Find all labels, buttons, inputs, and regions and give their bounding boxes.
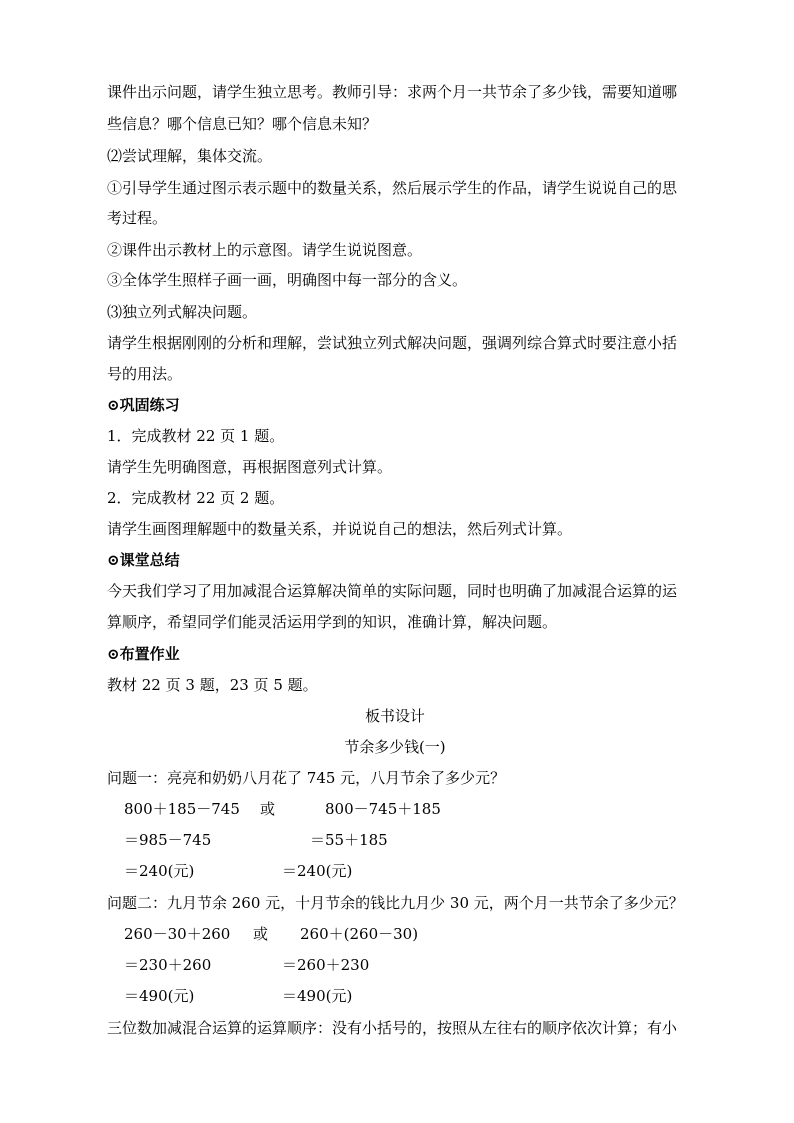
paragraph-line: 今天我们学习了用加减混合运算解决简单的实际问题，同时也明确了加减混合运算的运	[107, 582, 678, 600]
paragraph-line: ①引导学生通过图示表示题中的数量关系，然后展示学生的作品，请学生说说自己的思	[107, 179, 678, 197]
paragraph-line: 课件出示问题，请学生独立思考。教师引导：求两个月一共节余了多少钱，需要知道哪	[107, 83, 678, 101]
section-heading-summary: ⊙课堂总结	[107, 551, 180, 569]
calc-a-line: 260－30＋260	[124, 925, 231, 943]
calc-a-line: ＝490(元)	[124, 987, 195, 1005]
board-subtitle: 节余多少钱(一)	[344, 738, 446, 756]
question-two: 问题二：九月节余 260 元，十月节余的钱比九月少 30 元，两个月一共节余了多少元？	[107, 894, 684, 912]
paragraph-line: 请学生根据刚刚的分析和理解，尝试独立列式解决问题，强调列综合算式时要注意小括	[107, 334, 678, 352]
paragraph-line: 1．完成教材 22 页 1 题。	[107, 427, 285, 445]
paragraph-line: 号的用法。	[107, 365, 183, 383]
paragraph-line: 些信息？哪个信息已知？哪个信息未知？	[107, 115, 378, 133]
or-label: 或	[253, 925, 269, 943]
paragraph-line: 算顺序，希望同学们能灵活运用学到的知识，准确计算，解决问题。	[107, 613, 558, 631]
calc-a-line: ＝240(元)	[124, 862, 195, 880]
paragraph-line: 请学生先明确图意，再根据图意列式计算。	[107, 458, 393, 476]
or-label: 或	[260, 800, 276, 818]
calc-a-line: ＝230＋260	[124, 956, 212, 974]
paragraph-line: 教材 22 页 3 题，23 页 5 题。	[107, 676, 318, 694]
calc-b-line: ＝490(元)	[282, 987, 353, 1005]
question-one: 问题一：亮亮和奶奶八月花了 745 元，八月节余了多少元？	[107, 769, 506, 787]
calc-b-line: ＝260＋230	[282, 956, 370, 974]
calc-b-line: 800－745＋185	[325, 800, 441, 818]
step-heading: ⑵尝试理解，集体交流。	[107, 147, 273, 165]
board-title: 板书设计	[365, 707, 425, 725]
calc-a-line: ＝985－745	[124, 831, 212, 849]
calc-b-line: 260＋(260－30)	[300, 925, 419, 943]
order-rule-text: 三位数加减混合运算的运算顺序：没有小括号的，按照从左往右的顺序依次计算；有小	[107, 1019, 678, 1037]
paragraph-line: 请学生画图理解题中的数量关系，并说说自己的想法，然后列式计算。	[107, 520, 573, 538]
paragraph-line: ③全体学生照样子画一画，明确图中每一部分的含义。	[107, 271, 468, 289]
section-heading-homework: ⊙布置作业	[107, 645, 180, 663]
step-heading: ⑶独立列式解决问题。	[107, 303, 258, 321]
calc-a-line: 800＋185－745	[124, 800, 240, 818]
paragraph-line: 2．完成教材 22 页 2 题。	[107, 489, 285, 507]
calc-b-line: ＝55＋185	[310, 831, 388, 849]
paragraph-line: 考过程。	[107, 209, 168, 227]
calc-b-line: ＝240(元)	[282, 862, 353, 880]
paragraph-line: ②课件出示教材上的示意图。请学生说说图意。	[107, 241, 423, 259]
section-heading-practice: ⊙巩固练习	[107, 396, 180, 414]
